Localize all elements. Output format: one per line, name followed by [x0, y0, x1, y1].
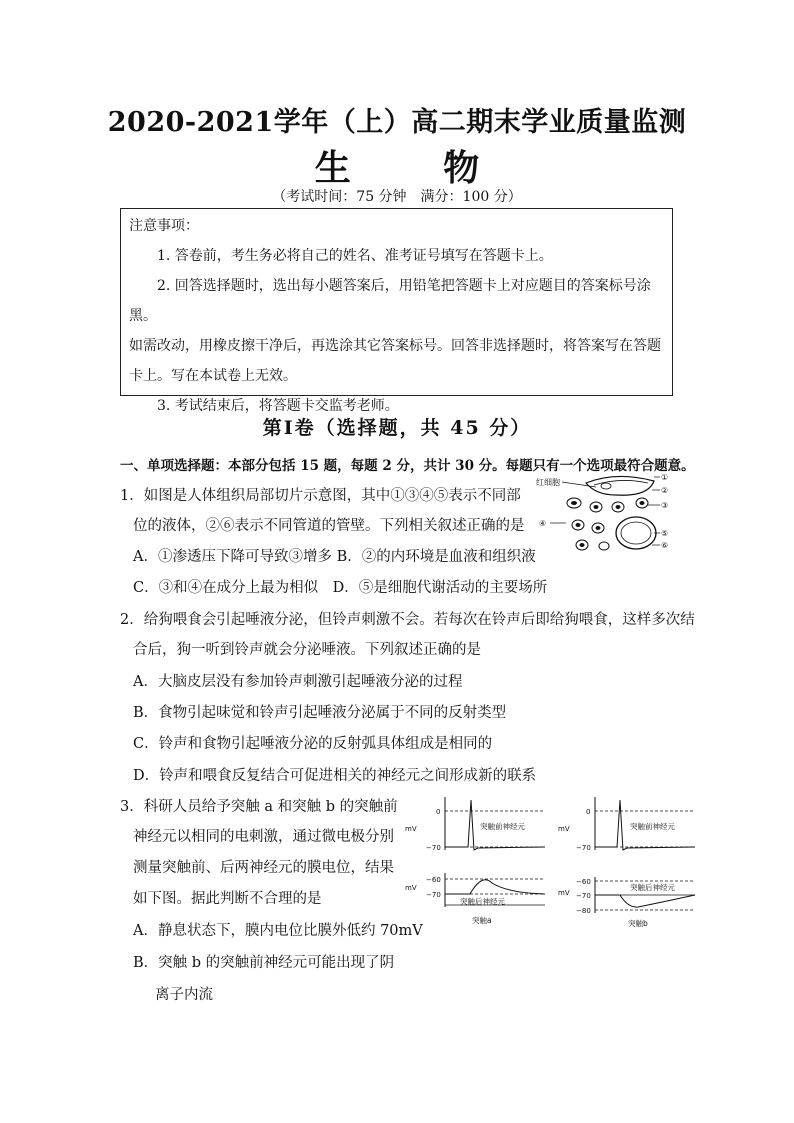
q1-options-ab: A．①渗透压下降可导致③增多 B．②的内环境是血液和组织液 — [133, 549, 536, 565]
q3-stem-line2: 神经元以相同的电刺激，通过微电极分别 — [133, 829, 394, 845]
q2-stem-line2: 合后，狗一听到铃声就会分泌唾液。下列叙述正确的是 — [133, 642, 481, 658]
notice-item-2-cont: 如需改动，用橡皮擦干净后，再选涂其它答案标号。回答非选择题时，将答案写在答题 — [129, 338, 661, 354]
notice-item-2: 2. 回答选择题时，选出每小题答案后，用铅笔把答题卡上对应题目的答案标号涂黑。 — [129, 278, 651, 324]
mark-1: ① — [661, 473, 669, 482]
synapse-a-pre-plot — [405, 797, 545, 852]
exam-meta: （考试时间：75 分钟 满分：100 分） — [272, 189, 522, 205]
mark-4: ④ — [539, 519, 547, 528]
exam-title: 2020-2021学年（上）高二期末学业质量监测 — [107, 107, 687, 138]
q2-option-d: D．铃声和喂食反复结合可促进相关的神经元之间形成新的联系 — [133, 768, 537, 784]
b-pre-unit: mV — [558, 825, 570, 833]
b-pre-zero: 0 — [586, 808, 591, 816]
q2-option-c: C．铃声和食物引起唾液分泌的反射弧具体组成是相同的 — [133, 736, 493, 752]
q3-option-b: B．突触 b 的突触前神经元可能出现了阴 — [133, 955, 395, 971]
a-post-label: 突触后神经元 — [460, 897, 505, 906]
q2-stem-line1: 2．给狗喂食会引起唾液分泌，但铃声刺激不会。若每次在铃声后即给狗喂食，这样多次结 — [120, 612, 695, 628]
b-post-m70: −70 — [576, 892, 591, 900]
notice-box — [120, 208, 673, 414]
mark-5: ⑤ — [661, 529, 669, 538]
synapse-b-pre-plot — [558, 797, 695, 852]
a-post-unit: mV — [405, 884, 417, 892]
tissue-diagram — [536, 473, 676, 553]
mark-3: ③ — [661, 501, 669, 510]
membrane-potential-figure — [400, 795, 700, 930]
a-pre-zero: 0 — [436, 808, 441, 816]
a-post-m70: −70 — [426, 891, 441, 899]
rbc-label: 红细胞 — [536, 478, 560, 487]
q2-option-b: B．食物引起味觉和铃声引起唾液分泌属于不同的反射类型 — [133, 705, 507, 721]
a-pre-label: 突触前神经元 — [480, 822, 525, 831]
mark-2: ② — [661, 486, 669, 495]
subject-title: 生 物 — [314, 147, 520, 189]
b-post-m60: −60 — [576, 878, 591, 886]
notice-item-2-end: 卡上。写在本试卷上无效。 — [129, 368, 297, 384]
notice-item-1: 1. 答卷前，考生务必将自己的姓名、准考证号填写在答题卡上。 — [157, 248, 553, 264]
q3-stem-line3: 测量突触前、后两神经元的膜电位，结果 — [133, 860, 394, 876]
caption-b: 突触b — [628, 919, 648, 928]
caption-a: 突触a — [472, 916, 492, 925]
b-post-m80: −80 — [576, 907, 591, 915]
q2-option-a: A．大脑皮层没有参加铃声刺激引起唾液分泌的过程 — [133, 674, 463, 690]
b-pre-m70: −70 — [576, 844, 591, 852]
q1-stem-line1: 1．如图是人体组织局部切片示意图，其中①③④⑤表示不同部 — [120, 488, 521, 504]
a-pre-m70: −70 — [426, 844, 441, 852]
synapse-b-post-plot — [558, 877, 695, 928]
q3-option-b-cont: 离子内流 — [155, 987, 213, 1003]
b-pre-label: 突触前神经元 — [630, 822, 675, 831]
section-title: 第Ⅰ卷（选择题，共 45 分） — [262, 417, 532, 439]
q1-stem-line2: 位的液体，②⑥表示不同管道的管壁。下列相关叙述正确的是 — [133, 518, 525, 534]
q3-stem-line4: 如下图。据此判断不合理的是 — [133, 891, 322, 907]
b-post-unit: mV — [558, 889, 570, 897]
q1-options-cd: C．③和④在成分上最为相似 D．⑤是细胞代谢活动的主要场所 — [133, 580, 548, 596]
b-post-label: 突触后神经元 — [630, 883, 675, 892]
mark-6: ⑥ — [661, 541, 669, 550]
q3-stem-line1: 3．科研人员给予突触 a 和突触 b 的突触前 — [120, 799, 398, 815]
synapse-a-post-plot — [405, 873, 545, 925]
notice-heading: 注意事项： — [129, 218, 199, 234]
notice-item-3: 3. 考试结束后，将答题卡交监考老师。 — [157, 398, 399, 414]
part-instructions: 一、单项选择题：本部分包括 15 题，每题 2 分，共计 30 分。每题只有一个选项最符合题意。 — [120, 458, 695, 474]
q3-option-a: A．静息状态下，膜内电位比膜外低约 70mV — [133, 923, 423, 939]
a-pre-unit: mV — [405, 825, 417, 833]
a-post-m60: −60 — [426, 876, 441, 884]
